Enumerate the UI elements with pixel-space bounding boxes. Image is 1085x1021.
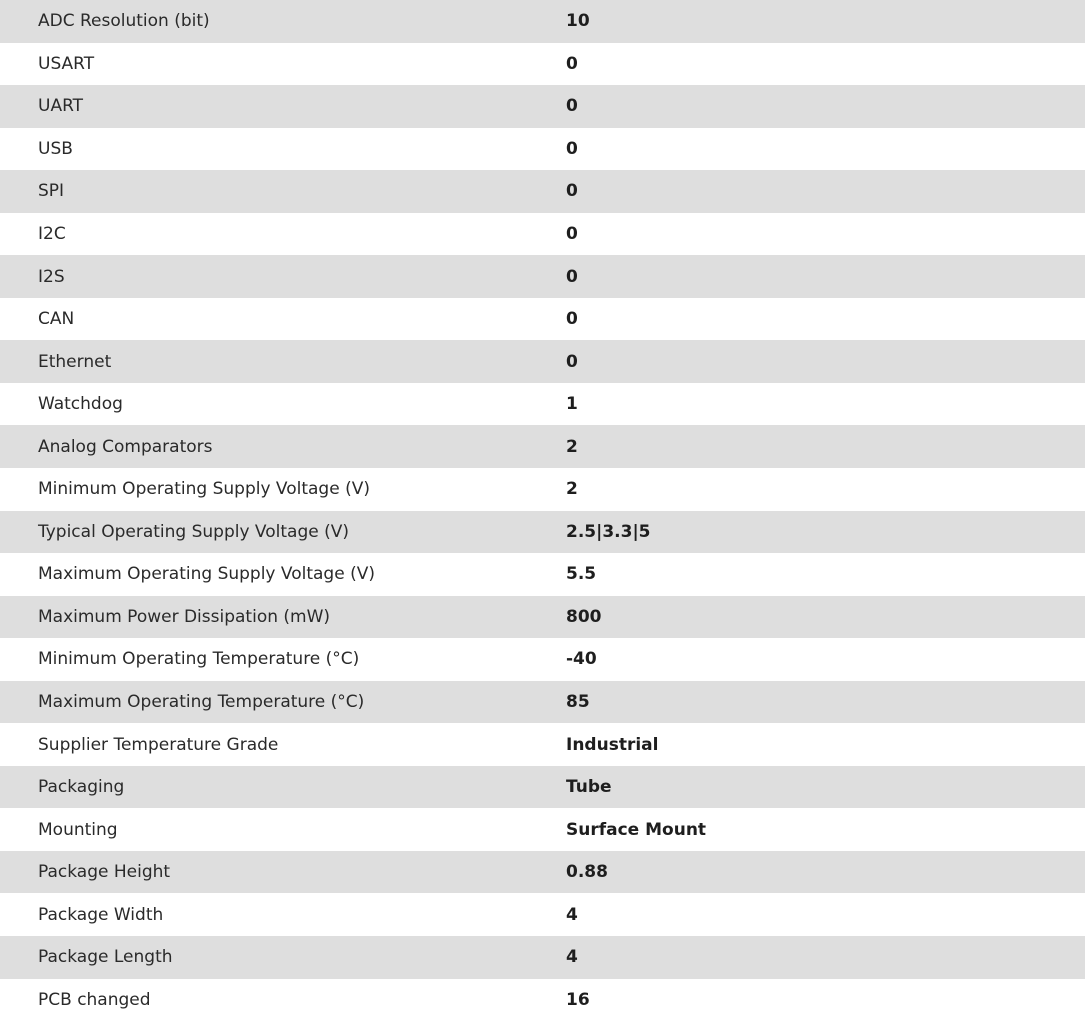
spec-label: ADC Resolution (bit) (38, 11, 210, 32)
spec-value: 0.88 (566, 862, 608, 883)
spec-label: Packaging (38, 777, 125, 798)
table-row (0, 298, 1085, 341)
spec-value: 85 (566, 692, 590, 713)
spec-label: I2S (38, 266, 65, 287)
table-row (0, 681, 1085, 724)
spec-value: Industrial (566, 734, 659, 755)
spec-label: Package Height (38, 862, 171, 883)
spec-label: Ethernet (38, 351, 112, 372)
spec-label: Minimum Operating Temperature (°C) (38, 649, 360, 670)
spec-value: Tube (566, 777, 612, 798)
spec-label: Analog Comparators (38, 436, 213, 457)
spec-value: 2 (566, 479, 578, 500)
spec-label: CAN (38, 309, 75, 330)
table-row (0, 43, 1085, 86)
spec-value: Surface Mount (566, 819, 707, 840)
table-row (0, 255, 1085, 298)
spec-value: 2.5|3.3|5 (566, 521, 651, 542)
table-row (0, 936, 1085, 979)
table-row (0, 0, 1085, 43)
spec-label: Package Width (38, 904, 164, 925)
spec-label: Supplier Temperature Grade (38, 734, 279, 755)
spec-label: Minimum Operating Supply Voltage (V) (38, 479, 370, 500)
spec-label: Mounting (38, 819, 118, 840)
spec-value: 1 (566, 394, 578, 415)
table-row (0, 213, 1085, 256)
spec-label: Watchdog (38, 394, 123, 415)
table-row (0, 340, 1085, 383)
table-row (0, 979, 1085, 1021)
spec-label: Typical Operating Supply Voltage (V) (38, 521, 349, 542)
table-row (0, 425, 1085, 468)
spec-label: Maximum Operating Temperature (°C) (38, 692, 365, 713)
spec-value: 2 (566, 436, 578, 457)
table-row (0, 383, 1085, 426)
spec-value: 800 (566, 606, 602, 627)
table-row (0, 851, 1085, 894)
spec-value: 0 (566, 351, 578, 372)
table-row (0, 596, 1085, 639)
spec-value: -40 (566, 649, 597, 670)
spec-label: UART (38, 96, 84, 117)
table-row (0, 85, 1085, 128)
table-row (0, 638, 1085, 681)
table-row (0, 723, 1085, 766)
spec-label: Package Length (38, 947, 173, 968)
table-row (0, 553, 1085, 596)
spec-value: 0 (566, 224, 578, 244)
spec-value: 0 (566, 266, 578, 287)
spec-label: SPI (38, 181, 65, 202)
spec-value: 0 (566, 96, 578, 117)
table-row (0, 893, 1085, 936)
spec-label: PCB changed (38, 989, 151, 1010)
spec-value: 4 (566, 947, 578, 968)
table-row (0, 766, 1085, 809)
table-row (0, 511, 1085, 554)
spec-value: 0 (566, 309, 578, 330)
spec-label: Maximum Operating Supply Voltage (V) (38, 564, 375, 585)
spec-value: 0 (566, 138, 578, 159)
spec-value: 0 (566, 181, 578, 202)
spec-label: Maximum Power Dissipation (mW) (38, 606, 331, 627)
spec-label: I2C (38, 224, 66, 244)
table-row (0, 128, 1085, 171)
table-row (0, 170, 1085, 213)
table-row (0, 468, 1085, 511)
spec-value: 5.5 (566, 564, 597, 585)
spec-label: USB (38, 138, 73, 159)
spec-value: 4 (566, 904, 578, 925)
spec-label: USART (38, 53, 95, 74)
table-row (0, 808, 1085, 851)
spec-value: 0 (566, 53, 578, 74)
spec-value: 16 (566, 989, 590, 1010)
spec-value: 10 (566, 11, 590, 32)
